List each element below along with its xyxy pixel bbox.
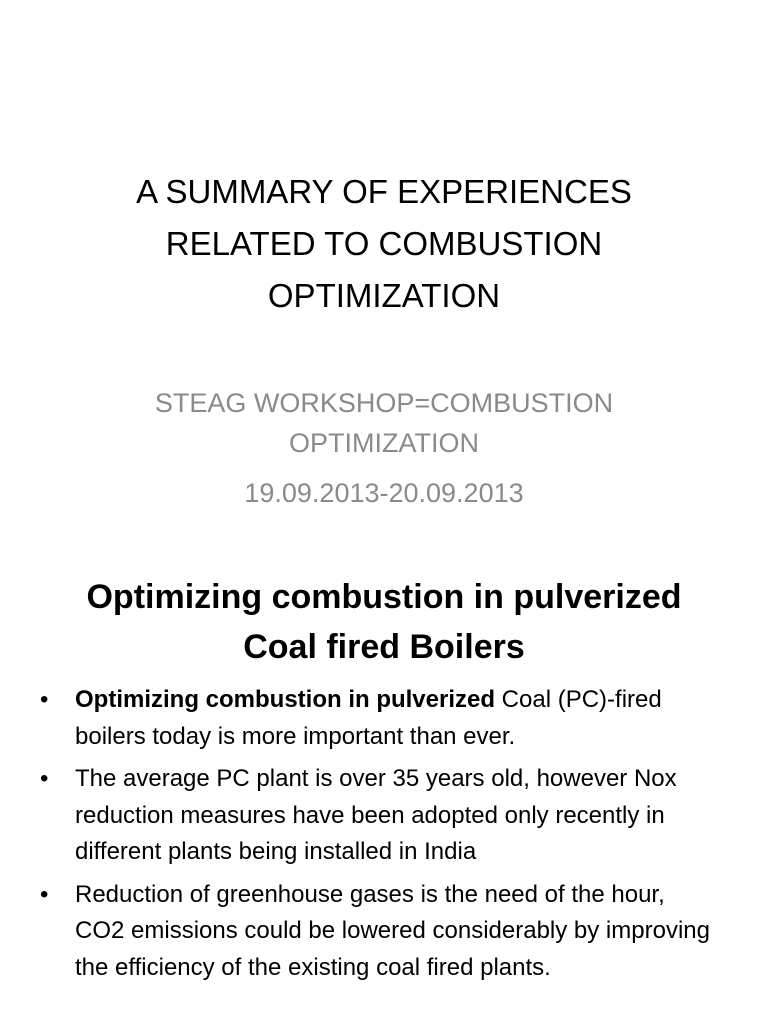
bullet-item	[40, 682, 720, 755]
slide1-title-line-1: A SUMMARY OF EXPERIENCES	[136, 173, 632, 210]
slide2-title-line-2: Coal fired Boilers	[243, 628, 525, 666]
bullet-text: Coal (PC)-fired boilers today is more important than ever.	[75, 686, 662, 750]
slide2-title	[20, 572, 748, 672]
slide1-subtitle	[40, 383, 728, 463]
bullet-icon: •	[40, 880, 49, 908]
bullet-icon: •	[40, 765, 49, 792]
bullet-list	[40, 682, 720, 992]
slide1-title-line-3: OPTIMIZATION	[267, 277, 501, 314]
bullet-text: Reduction of greenhouse gases is the need of the hour, CO2 emissions could be lowered considerably by improving the efficiency of the existing coal fired plants.	[75, 880, 710, 981]
slide1-title-line-2: RELATED TO COMBUSTION	[165, 225, 603, 262]
bullet-bold-text: Optimizing combustion in pulverized	[75, 686, 496, 713]
bullet-item	[40, 877, 720, 987]
slide1-subtitle-line-2: OPTIMIZATION	[289, 428, 479, 458]
bullet-text: The average PC plant is over 35 years old, however Nox reduction measures have been adopted only recently in different plants being installed in India	[75, 765, 677, 865]
slide1-subtitle-line-1: STEAG WORKSHOP=COMBUSTION	[154, 388, 614, 418]
bullet-item	[40, 761, 720, 871]
slide1-title	[40, 166, 728, 322]
slide2-title-line-1: Optimizing combustion in pulverized	[86, 578, 682, 616]
slide1-date: 19.09.2013-20.09.2013	[244, 478, 524, 508]
bullet-icon: •	[40, 686, 49, 713]
